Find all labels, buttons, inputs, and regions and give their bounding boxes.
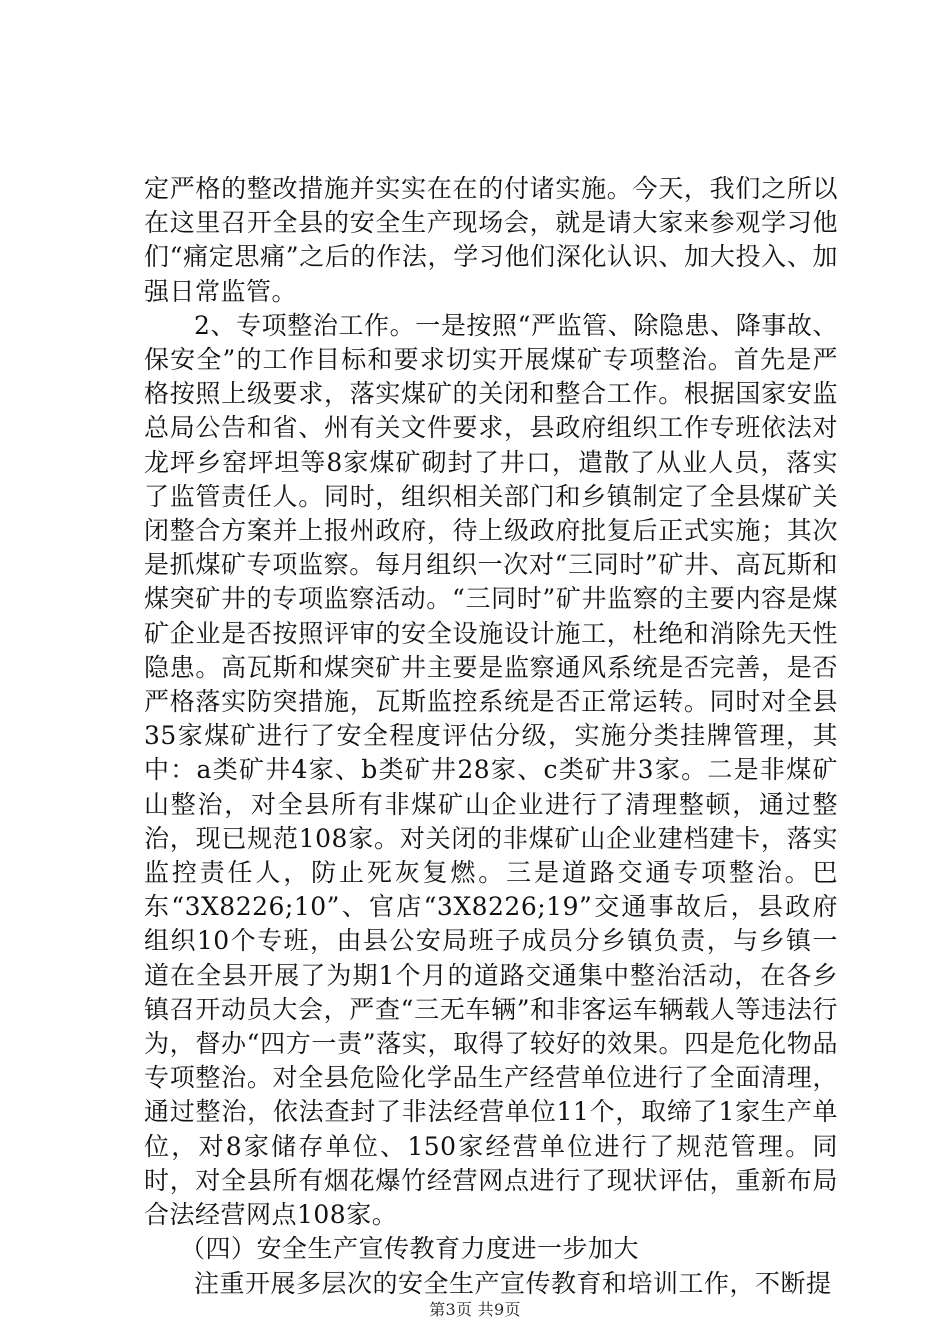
paragraph-education: 注重开展多层次的安全生产宣传教育和培训工作，不断提: [194, 1268, 832, 1298]
section-heading: （四）安全生产宣传教育力度进一步加大: [180, 1234, 640, 1264]
page-number-footer: 第3页 共9页: [429, 1300, 521, 1319]
body-text: [144, 172, 838, 1301]
paragraph-continuation: 定严格的整改措施并实实在在的付诸实施。今天，我们之所以在这里召开全县的安全生产现场会，就是请大家来参观学习他们“痛定思痛”之后的作法，学习他们深化认识、加大投入、加强日常监管。: [144, 174, 838, 306]
paragraph-special-rectification: 2、专项整治工作。一是按照“严监管、除隐患、降事故、保安全”的工作目标和要求切实开展煤矿专项整治。首先是严格按照上级要求，落实煤矿的关闭和整合工作。根据国家安监总局公告和省、州有关文件要求，县政府组织工作专班依法对龙坪乡窑坪坦等8家煤矿砌封了井口，遣散了从业人员，落实了监管责任人。同时，组织相关部门和乡镇制定了全县煤矿关闭整合方案并上报州政府，待上级政府批复后正式实施；其次是抓煤矿专项监察。每月组织一次对“三同时”矿井、高瓦斯和煤突矿井的专项监察活动。“三同时”矿井监察的主要内容是煤矿企业是否按照评审的安全设施设计施工，杜绝和消除先天性隐患。高瓦斯和煤突矿井主要是监察通风系统是否完善，是否严格落实防突措施，瓦斯监控系统是否正常运转。同时对全县35家煤矿进行了安全程度评估分级，实施分类挂牌管理，其中：a类矿井4家、b类矿井28家、c类矿井3家。二是非煤矿山整治，对全县所有非煤矿山企业进行了清理整顿，通过整治，现已规范108家。对关闭的非煤矿山企业建档建卡，落实监控责任人，防止死灰复燃。三是道路交通专项整治。巴东“3X8226;10”、官店“3X8226;19”交通事故后，县政府组织10个专班，由县公安局班子成员分乡镇负责，与乡镇一道在全县开展了为期1个月的道路交通集中整治活动，在各乡镇召开动员大会，严查“三无车辆”和非客运车辆载人等违法行为，督办“四方一责”落实，取得了较好的效果。四是危化物品专项整治。对全县危险化学品生产经营单位进行了全面清理，通过整治，依法查封了非法经营单位11个，取缔了1家生产单位，对8家储存单位、150家经营单位进行了规范管理。同时，对全县所有烟花爆竹经营网点进行了现状评估，重新布局合法经营网点108家。: [144, 310, 838, 1230]
